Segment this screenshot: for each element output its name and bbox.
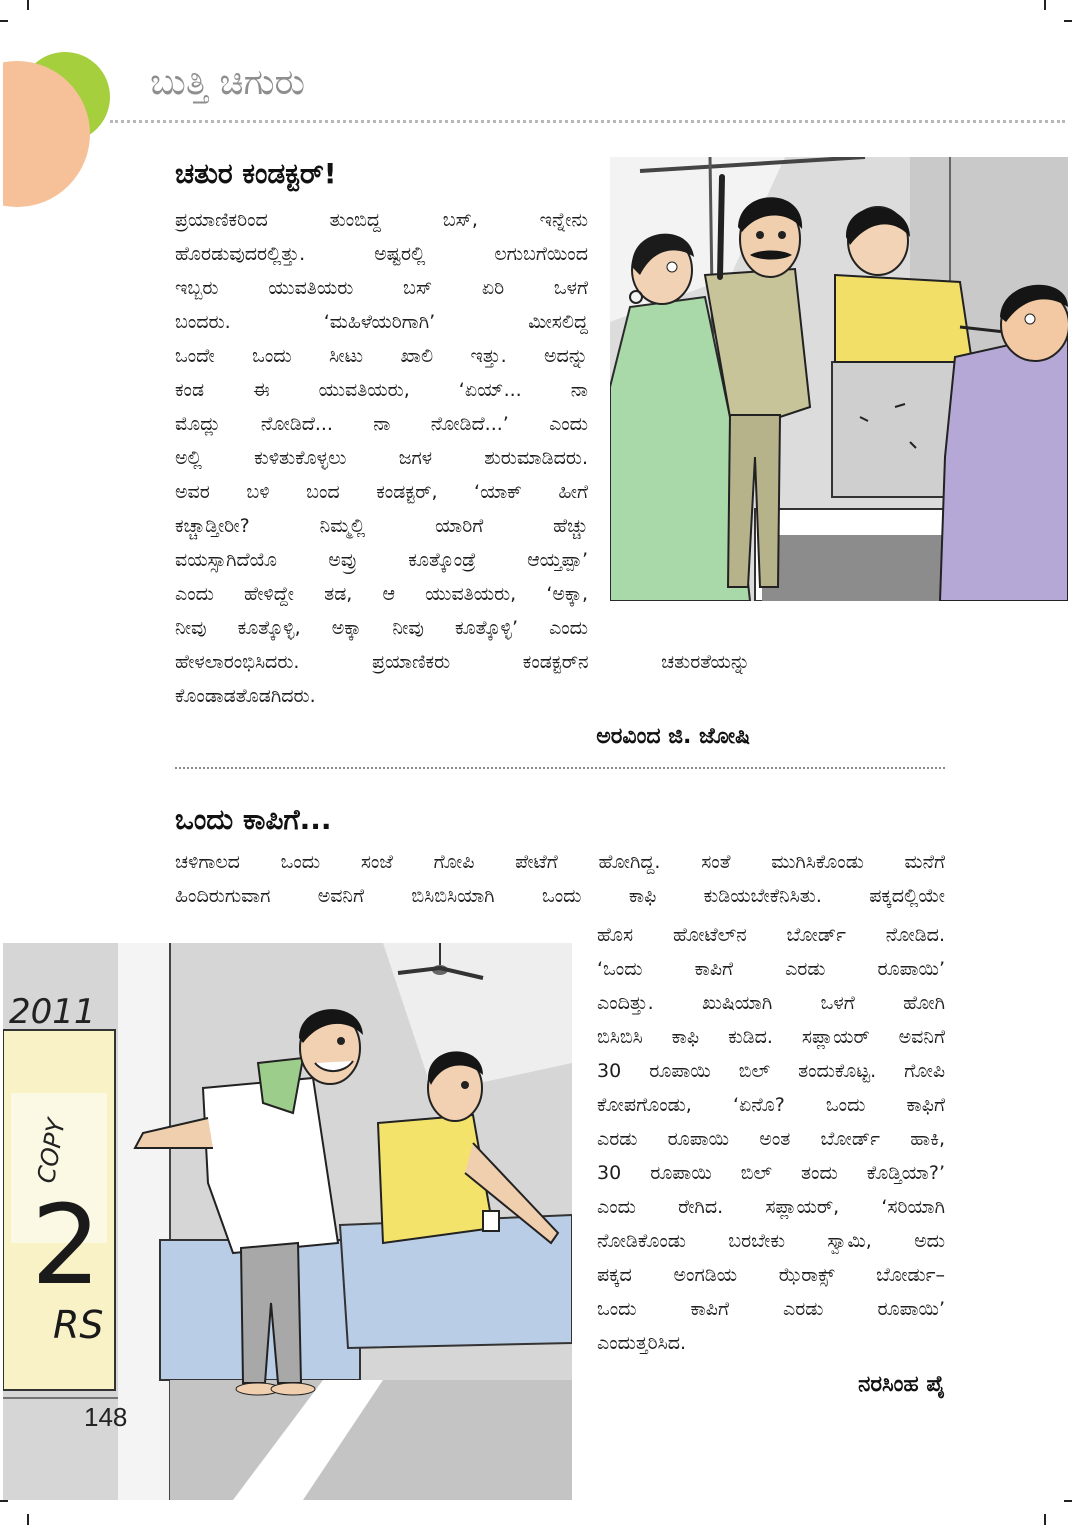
story1-body-line: ಇಬ್ಬರು ಯುವತಿಯರು ಬಸ್ ಏರಿ ಒಳಗೆ (175, 277, 588, 299)
story1-body-line: ಬಂದರು. ‘ಮಹಿಳೆಯರಿಗಾಗಿ’ ಮೀಸಲಿದ್ದ (175, 311, 588, 333)
crop-mark (0, 20, 8, 22)
story1-author: ಅರವಿಂದ ಜಿ. ಜೋಷಿ (596, 724, 750, 749)
story2-body-line: ಎರಡು ರೂಪಾಯಿ ಅಂತ ಬೋರ್ಡ್ ಹಾಕಿ, (597, 1128, 945, 1150)
story2-body-line: ಬಿಸಿಬಿಸಿ ಕಾಫಿ ಕುಡಿದ. ಸಪ್ಲಾಯರ್ ಅವನಿಗೆ (597, 1026, 945, 1048)
story1-body-line: ವಯಸ್ಸಾಗಿದೆಯೊ ಅವ್ರು ಕೂತ್ಕೊಂಡ್ರೆ ಆಯ್ತಪ್ಪಾ’ (175, 549, 588, 571)
story1-body-line: ಪ್ರಯಾಣಿಕರಿಂದ ತುಂಬಿದ್ದ ಬಸ್, ಇನ್ನೇನು (175, 209, 588, 231)
story2-title: ಒಂದು ಕಾಪಿಗೆ... (175, 803, 332, 836)
bus-scene-illustration (610, 157, 1068, 601)
crop-mark (27, 1514, 29, 1525)
story2-body-line: ಎಂದು ರೇಗಿದ. ಸಪ್ಲಾಯರ್, ‘ಸರಿಯಾಗಿ (597, 1196, 945, 1218)
story1-body-line: ಅವರ ಬಳಿ ಬಂದ ಕಂಡಕ್ಟರ್, ‘ಯಾಕ್ ಹೀಗೆ (175, 481, 588, 503)
story1-body-line: ಎಂದು ಹೇಳಿದ್ದೇ ತಡ, ಆ ಯುವತಿಯರು, ‘ಅಕ್ಕಾ, (175, 583, 588, 605)
story2-body-line: ಒಂದು ಕಾಪಿಗೆ ಎರಡು ರೂಪಾಯಿ’ (597, 1298, 945, 1320)
crop-mark (1044, 0, 1046, 10)
header-dotted-rule (110, 120, 1065, 123)
story2-body-line: 30 ರೂಪಾಯಿ ಬಿಲ್ ತಂದುಕೊಟ್ಟ. ಗೋಪಿ (597, 1060, 945, 1082)
table-right (340, 1215, 572, 1348)
story1-body-line: ಒಂದೇ ಒಂದು ಸೀಟು ಖಾಲಿ ಇತ್ತು. ಅದನ್ನು (175, 345, 588, 367)
copy-sign-board (3, 992, 115, 1390)
story1-body-column (175, 203, 588, 645)
story2-body-line: 30 ರೂಪಾಯಿ ಬಿಲ್ ತಂದು ಕೊಡ್ತಿಯಾ?’ (597, 1162, 945, 1184)
story2-body-line: ಎಂದಿತ್ತು. ಖುಷಿಯಾಗಿ ಒಳಗೆ ಹೋಗಿ (597, 992, 945, 1014)
story2-body-line: ಹಿಂದಿರುಗುವಾಗ ಅವನಿಗೆ ಬಿಸಿಬಿಸಿಯಾಗಿ ಒಂದು ಕಾಫಿ ಕುಡಿಯಬೇಕೆನಿಸಿತು. ಪಕ್ಕದಲ್ಲಿಯೇ (175, 885, 945, 907)
bus-scene-drawing (610, 157, 1068, 601)
story1-body-line: ಹೊರಡುವುದರಲ್ಲಿತ್ತು. ಅಷ್ಟರಲ್ಲಿ ಲಗುಬಗೆಯಿಂದ (175, 243, 588, 265)
page-number: 148 (84, 1402, 128, 1432)
story2-body-column (597, 918, 945, 1360)
floor-shadow (762, 535, 942, 601)
coffee-cup-icon (483, 1211, 499, 1231)
story1-body-line: ಹೇಳಲಾರಂಭಿಸಿದರು. ಪ್ರಯಾಣಿಕರು ಕಂಡಕ್ಟರ್‌ನ ಚತುರತೆಯನ್ನು (175, 651, 750, 673)
story2-author: ನರಸಿಂಹ ಪೈ (858, 1372, 945, 1397)
story1-body-line: ಮೊದ್ಲು ನೋಡಿದೆ... ನಾ ನೋಡಿದೆ...’ ಎಂದು (175, 413, 588, 435)
sign-year-text: 2011 (9, 992, 96, 1032)
story1-body-line: ಅಲ್ಲಿ ಕುಳಿತುಕೊಳ್ಳಲು ಜಗಳ ಶುರುಮಾಡಿದರು. (175, 447, 588, 469)
story1-body-line: ಕೊಂಡಾಡತೊಡಗಿದರು. (175, 685, 316, 707)
story1-body-line: ನೀವು ಕೂತ್ಕೊಳ್ಳಿ, ಅಕ್ಕಾ ನೀವು ಕೂತ್ಕೊಳ್ಳಿ’ ಎಂದು (175, 617, 588, 639)
section-header: ಬುತ್ತಿ ಚಿಗುರು (150, 62, 306, 103)
crop-mark (0, 1500, 8, 1502)
story1-body-line: ಕಂಡ ಈ ಯುವತಿಯರು, ‘ಏಯ್... ನಾ (175, 379, 588, 401)
story2-body-line: ಹೊಸ ಹೋಟೆಲ್‌ನ ಬೋರ್ಡ್ ನೋಡಿದ. (597, 924, 945, 946)
story1-body-wide (175, 645, 750, 713)
story2-body-line: ‘ಒಂದು ಕಾಪಿಗೆ ಎರಡು ರೂಪಾಯಿ’ (597, 958, 945, 980)
crop-mark (1064, 20, 1072, 22)
story1-body-line: ಕಚ್ಚಾಡ್ತೀರೀ? ನಿಮ್ಮಲ್ಲಿ ಯಾರಿಗೆ ಹೆಚ್ಚು (175, 515, 588, 537)
crop-mark (1064, 1500, 1072, 1502)
story2-body-line: ಎಂದುತ್ತರಿಸಿದ. (597, 1332, 687, 1354)
story-separator-dotted-rule (175, 767, 945, 769)
sign-copy-text: COPY (31, 1116, 71, 1186)
crop-mark (27, 0, 29, 10)
story2-body-line: ಪಕ್ಕದ ಅಂಗಡಿಯ ಝೆರಾಕ್ಸ್ ಬೋರ್ಡು– (597, 1264, 945, 1286)
story2-body-line: ಚಳಿಗಾಲದ ಒಂದು ಸಂಜೆ ಗೋಪಿ ಪೇಟೆಗೆ ಹೋಗಿದ್ದ. ಸಂತೆ ಮುಗಿಸಿಕೊಂಡು ಮನೆಗೆ (175, 851, 945, 873)
crop-mark (1044, 1514, 1046, 1525)
sign-amount-text: 2 (31, 1181, 101, 1309)
story2-body-full (175, 845, 945, 913)
sign-currency-text: RS (53, 1303, 104, 1347)
story2-body-line: ಕೋಪಗೊಂಡು, ‘ಏನೊ? ಒಂದು ಕಾಫಿಗೆ (597, 1094, 945, 1116)
decorative-circles (3, 40, 123, 220)
story2-body-line: ನೋಡಿಕೊಂಡು ಬರಬೇಕು ಸ್ವಾಮಿ, ಅದು (597, 1230, 945, 1252)
story1-title: ಚತುರ ಕಂಡಕ್ಟರ್! (175, 157, 337, 190)
